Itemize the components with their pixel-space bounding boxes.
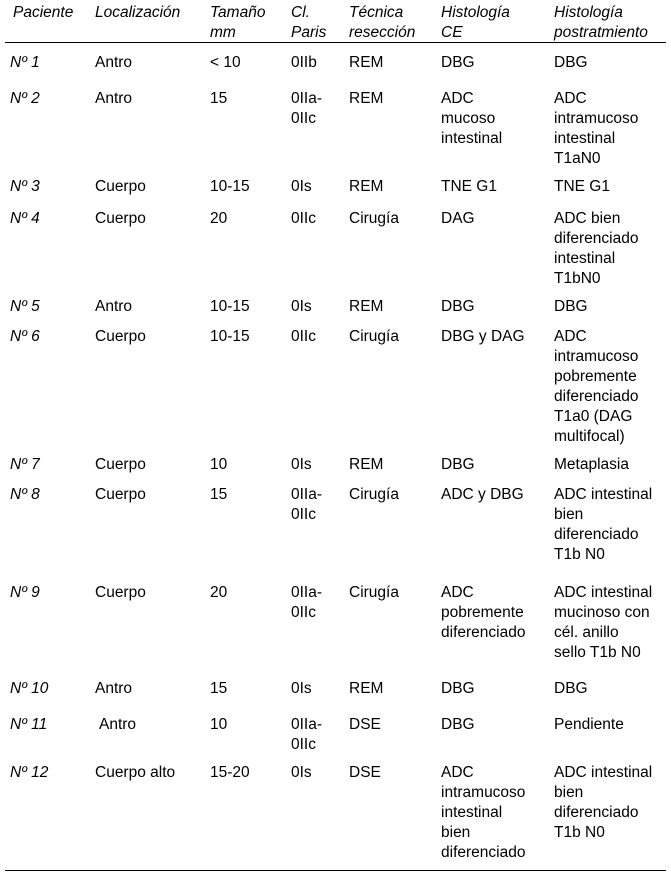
cell-location: Cuerpo: [95, 486, 146, 503]
cell-size: 15-20: [210, 764, 250, 781]
cell-histology-ce: ADC y DBG: [441, 486, 524, 503]
cell-paris: 0IIa- 0IIc: [291, 716, 323, 753]
cell-patient: Nº 5: [10, 298, 40, 315]
cell-size: 10-15: [210, 328, 250, 345]
cell-histology-post: ADC intestinal bien diferenciado T1b N0: [554, 764, 653, 841]
cell-location: Antro: [95, 90, 133, 107]
cell-technique: Cirugía: [349, 486, 399, 503]
cell-histology-ce: DBG y DAG: [441, 328, 525, 345]
cell-technique: REM: [349, 456, 384, 473]
cell-location: Antro: [95, 54, 133, 71]
cell-histology-ce: ADC pobremente diferenciado: [441, 584, 526, 641]
cell-size: 15: [210, 90, 228, 107]
cell-paris: 0IIc: [291, 328, 316, 345]
header-histology-ce: Histología CE: [441, 4, 510, 41]
cell-location: Cuerpo alto: [95, 764, 176, 781]
cell-histology-ce: ADC mucoso intestinal: [441, 90, 503, 147]
cell-histology-ce: ADC intramucoso intestinal bien diferenciado: [441, 764, 526, 861]
header-patient: Paciente: [13, 4, 74, 21]
cell-size: 20: [210, 210, 228, 227]
cell-technique: DSE: [349, 716, 381, 733]
header-paris: Cl. Paris: [291, 4, 327, 41]
header-technique: Técnica resección: [349, 4, 416, 41]
cell-technique: Cirugía: [349, 328, 399, 345]
cell-location: Cuerpo: [95, 584, 146, 601]
cell-patient: Nº 8: [10, 486, 40, 503]
cell-paris: 0Is: [291, 764, 312, 781]
cell-technique: DSE: [349, 764, 381, 781]
cell-size: 10-15: [210, 178, 250, 195]
cell-histology-post: Metaplasia: [554, 456, 629, 473]
cell-histology-post: Pendiente: [554, 716, 624, 733]
cell-size: 15: [210, 680, 228, 697]
cell-paris: 0Is: [291, 456, 312, 473]
cell-patient: Nº 1: [10, 54, 40, 71]
cell-location: Cuerpo: [95, 456, 146, 473]
cell-patient: Nº 3: [10, 178, 40, 195]
cell-technique: Cirugía: [349, 210, 399, 227]
cell-histology-post: ADC intramucoso pobremente diferenciado T1a0 (DAG multifocal): [554, 328, 639, 445]
cell-location: Antro: [95, 680, 133, 697]
cell-histology-ce: DBG: [441, 298, 475, 315]
cell-location: Antro: [99, 716, 137, 733]
cell-paris: 0Is: [291, 680, 312, 697]
cell-histology-post: DBG: [554, 298, 588, 315]
cell-histology-post: ADC intramucoso intestinal T1aN0: [554, 90, 639, 167]
cell-histology-post: DBG: [554, 680, 588, 697]
cell-location: Cuerpo: [95, 178, 146, 195]
cell-paris: 0IIb: [291, 54, 317, 71]
cell-histology-post: ADC intestinal mucinoso con cél. anillo sello T1b N0: [554, 584, 653, 661]
cell-patient: Nº 7: [10, 456, 40, 473]
cell-patient: Nº 10: [10, 680, 49, 697]
cell-paris: 0IIa- 0IIc: [291, 486, 323, 523]
cell-technique: REM: [349, 298, 384, 315]
cell-histology-ce: DBG: [441, 716, 475, 733]
cell-histology-ce: DBG: [441, 680, 475, 697]
cell-histology-ce: TNE G1: [441, 178, 497, 195]
cell-patient: Nº 11: [10, 716, 48, 733]
cell-histology-ce: DAG: [441, 210, 475, 227]
bottom-rule: [5, 870, 666, 871]
cell-size: 10-15: [210, 298, 250, 315]
cell-paris: 0IIa- 0IIc: [291, 90, 323, 127]
header-histology-post: Histología postratmiento: [554, 4, 648, 41]
header-location: Localización: [95, 4, 181, 21]
cell-size: 10: [210, 716, 228, 733]
cell-histology-post: TNE G1: [554, 178, 610, 195]
cell-histology-post: DBG: [554, 54, 588, 71]
cell-paris: 0IIa- 0IIc: [291, 584, 323, 621]
cell-patient: Nº 9: [10, 584, 40, 601]
cell-histology-ce: DBG: [441, 456, 475, 473]
cell-technique: REM: [349, 90, 384, 107]
cell-patient: Nº 4: [10, 210, 40, 227]
cell-size: 15: [210, 486, 228, 503]
cell-technique: REM: [349, 54, 384, 71]
cell-patient: Nº 2: [10, 90, 40, 107]
cell-patient: Nº 12: [10, 764, 49, 781]
cell-location: Cuerpo: [95, 210, 146, 227]
cell-paris: 0IIc: [291, 210, 316, 227]
cell-paris: 0Is: [291, 178, 312, 195]
cell-location: Antro: [95, 298, 133, 315]
cell-histology-post: ADC bien diferenciado intestinal T1bN0: [554, 210, 639, 287]
cell-size: < 10: [210, 54, 241, 71]
cell-histology-ce: DBG: [441, 54, 475, 71]
header-size: Tamaño mm: [210, 4, 266, 41]
cell-histology-post: ADC intestinal bien diferenciado T1b N0: [554, 486, 653, 563]
cell-paris: 0Is: [291, 298, 312, 315]
cell-location: Cuerpo: [95, 328, 146, 345]
cell-technique: REM: [349, 178, 384, 195]
cell-size: 20: [210, 584, 228, 601]
cell-patient: Nº 6: [10, 328, 40, 345]
cell-technique: Cirugía: [349, 584, 399, 601]
cell-technique: REM: [349, 680, 384, 697]
cell-size: 10: [210, 456, 228, 473]
